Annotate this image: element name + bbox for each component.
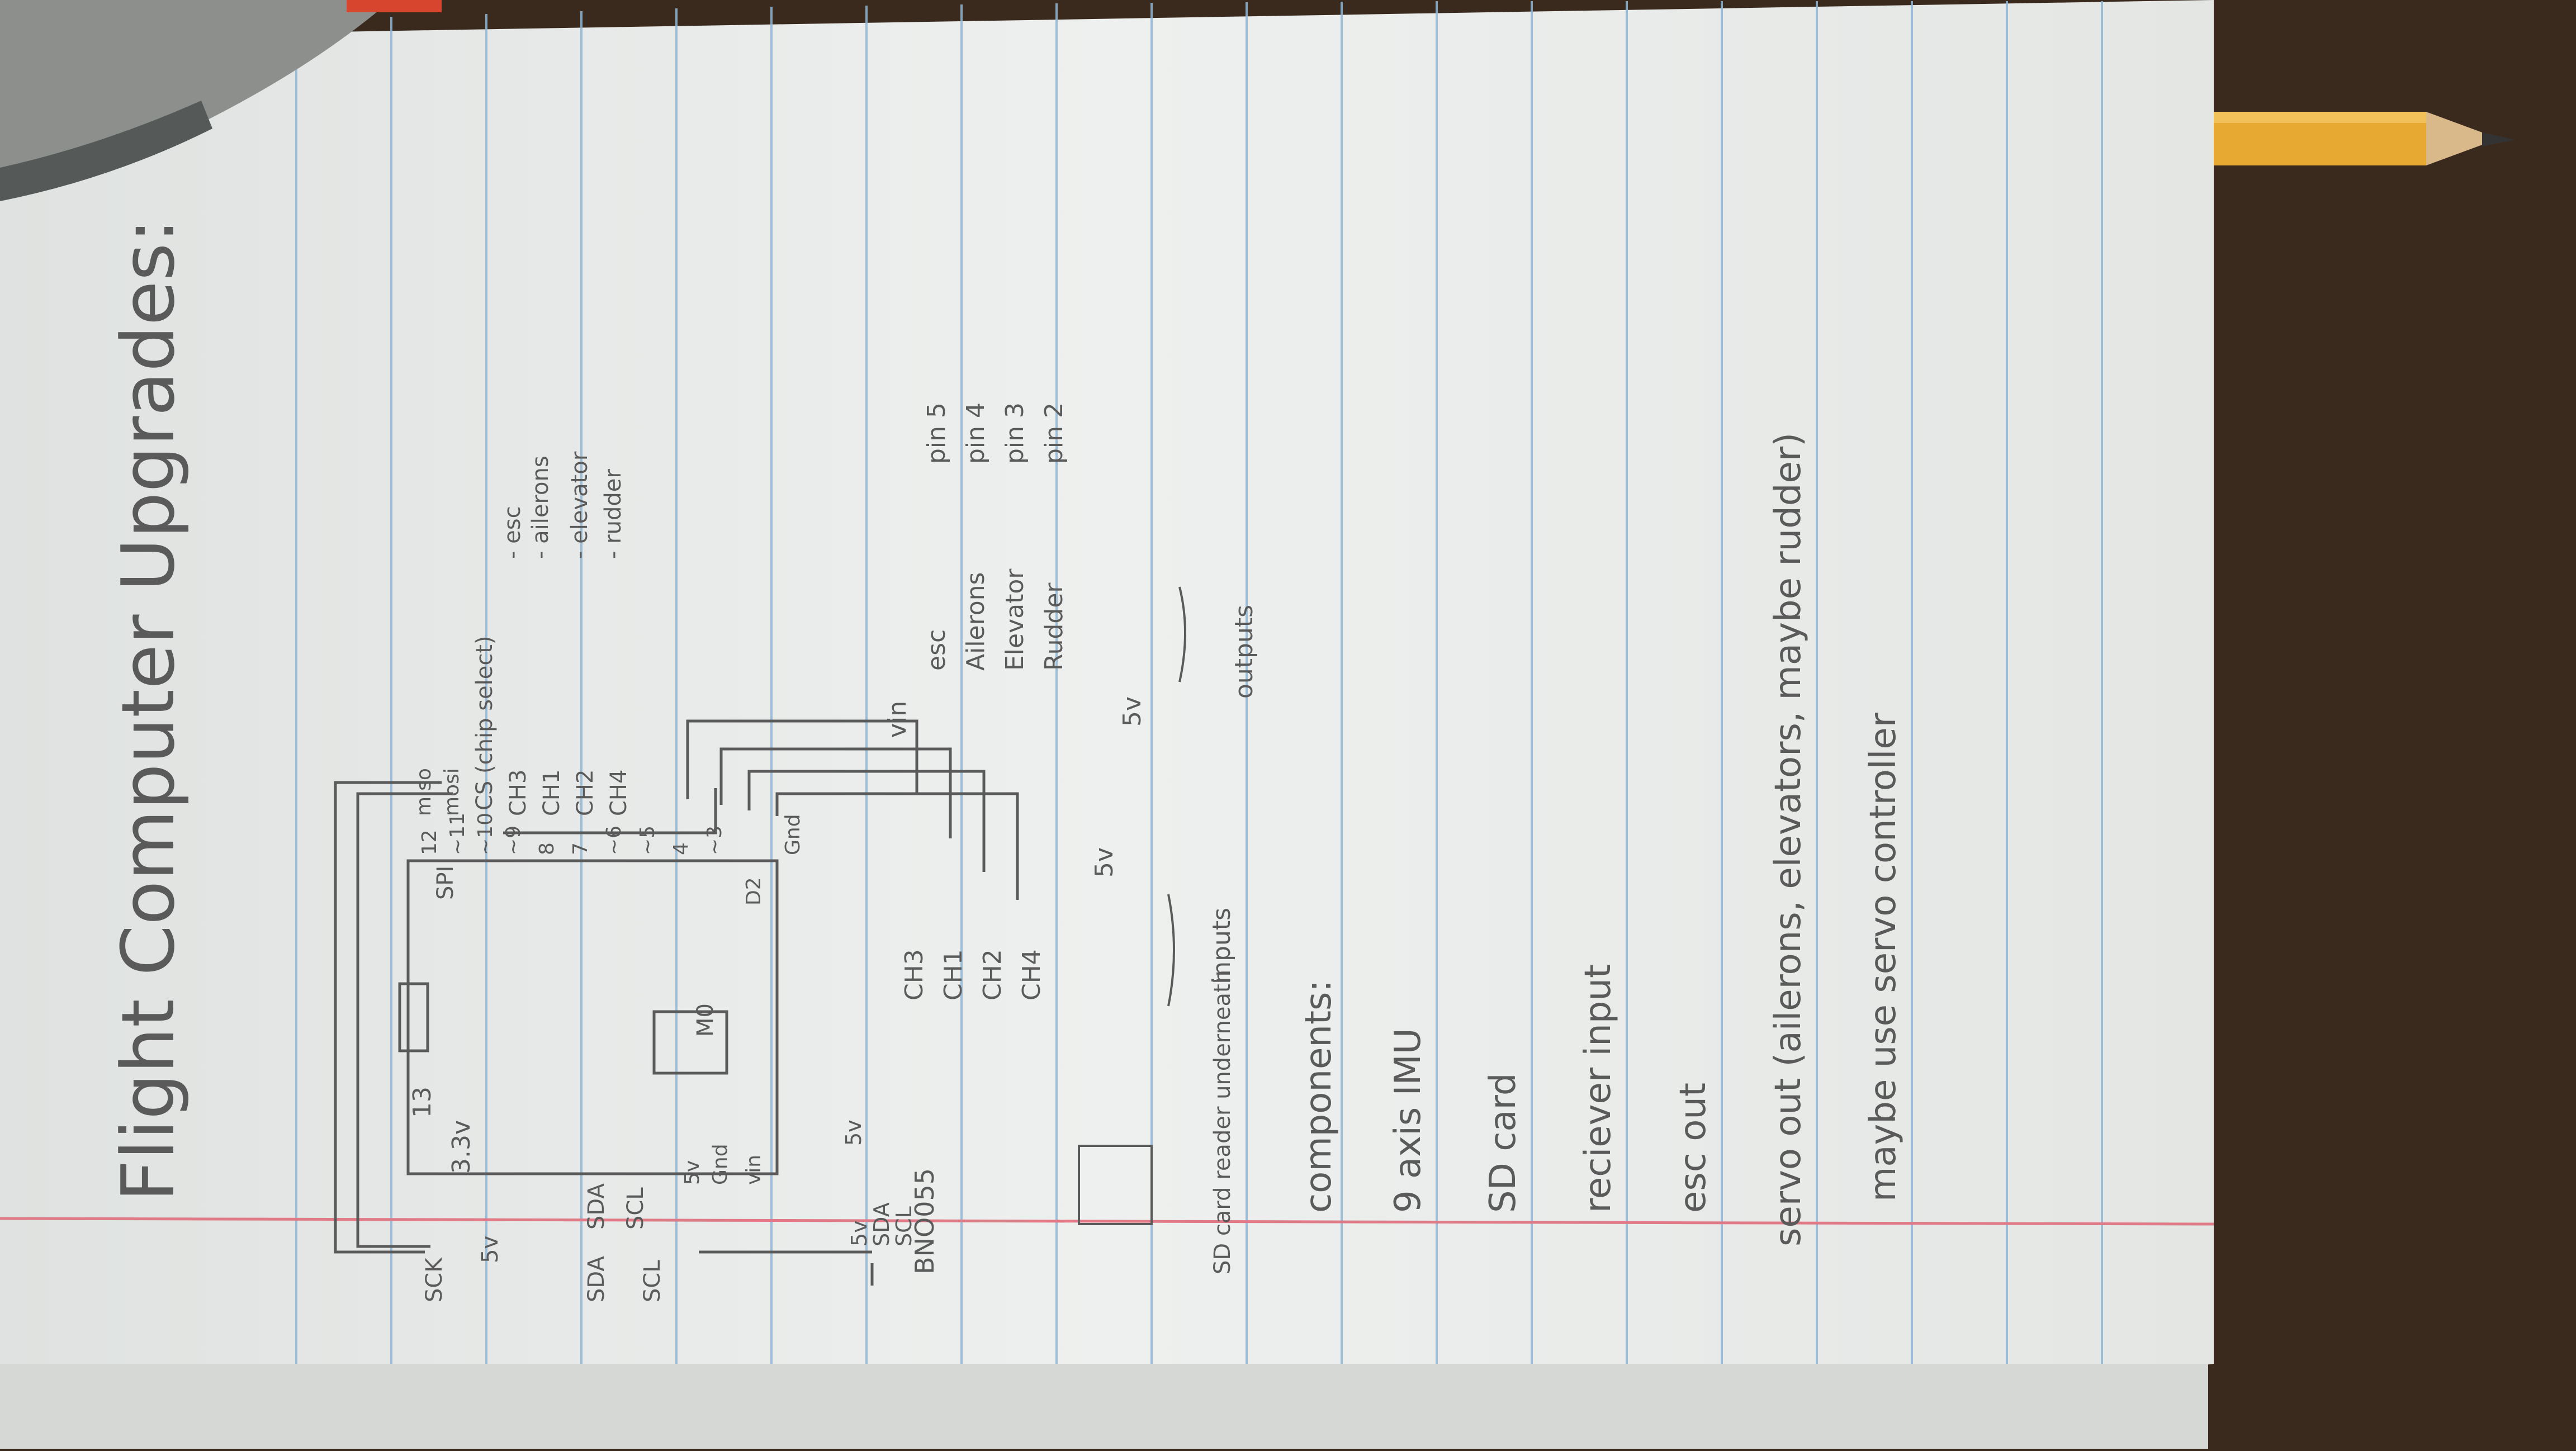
inputs-label: inputs (1208, 907, 1236, 984)
mcu-pin-8: 8 (536, 842, 558, 855)
spi-mosi: mosi (441, 768, 463, 816)
mcu-pin-gnd: Gnd (782, 814, 804, 855)
mcu-pin-d2: D2 (742, 877, 765, 905)
mcu-spi-label: SPI (433, 865, 458, 900)
component-esc: esc out (1673, 1082, 1714, 1213)
output-ailerons-pin: pin 4 (962, 402, 990, 464)
esc-label: - esc (500, 506, 525, 559)
wire-5v-label: 5v (477, 1235, 503, 1263)
mcu-chip-label: M0 (693, 1003, 718, 1037)
imu-label: BNO055 (910, 1168, 940, 1274)
cs-label: CS (chip select) (472, 636, 498, 810)
imu-power-note: 5v (841, 1120, 866, 1146)
mcu-pin-5v: 5v (681, 1160, 704, 1185)
mcu-pin-5: ~5 (636, 825, 659, 855)
wire-ch2: CH2 (572, 769, 598, 816)
mcu-pin-7: 7 (569, 842, 592, 855)
components-heading: components: (1298, 980, 1339, 1213)
mcu-pin-9: ~9 (502, 825, 525, 855)
component-sd: SD card (1483, 1073, 1524, 1213)
mcu-top-pin-13: 13 (408, 1087, 437, 1118)
outputs-power: 5v (1118, 696, 1147, 727)
input-ch3: CH3 (900, 949, 929, 1000)
imu-pin-5v: 5v (847, 1220, 872, 1246)
rudder-label: - rudder (600, 469, 626, 559)
output-rudder-pin: pin 2 (1040, 402, 1068, 464)
mcu-pin-10: ~10 (474, 813, 497, 855)
mcu-pin-12: 12 (418, 829, 441, 855)
output-elevator: Elevator (1001, 568, 1029, 671)
outputs-power-in: vin (883, 700, 912, 738)
input-ch4: CH4 (1017, 949, 1046, 1000)
input-ch2: CH2 (978, 949, 1007, 1000)
sda-label-2: SDA (584, 1183, 609, 1230)
elevator-label: - elevator (567, 451, 593, 559)
sd-card-note: SD card reader underneath (1210, 969, 1235, 1274)
wire-ch4: CH4 (606, 769, 632, 816)
output-ailerons: Ailerons (962, 572, 990, 671)
output-elevator-pin: pin 3 (1001, 402, 1029, 464)
output-esc: esc (922, 629, 951, 671)
imu-pin-scl: SCL (892, 1206, 916, 1246)
page-edge (0, 1364, 2208, 1449)
imu-pin-sda: SDA (869, 1202, 894, 1246)
scl-label: SCL (640, 1260, 665, 1302)
mcu-pin-6: ~6 (603, 825, 626, 855)
mcu-top-pin-3v3: 3.3v (447, 1120, 476, 1174)
ailerons-label: - ailerons (528, 456, 553, 559)
outputs-label: outputs (1230, 604, 1258, 699)
input-ch1: CH1 (939, 949, 968, 1000)
page-title: Flight Computer Upgrades: (106, 218, 191, 1202)
output-rudder: Rudder (1040, 582, 1068, 671)
mcu-pin-3: ~3 (703, 825, 726, 855)
sda-label: SDA (584, 1256, 609, 1302)
component-servo: servo out (ailerons, elevators, maybe rudder) (1768, 432, 1809, 1246)
sck-label: SCK (422, 1258, 447, 1302)
output-esc-pin: pin 5 (922, 402, 951, 464)
mcu-pin-4: 4 (670, 842, 693, 855)
mcu-pin-gnd-left: Gnd (709, 1144, 732, 1185)
red-marker (347, 0, 442, 12)
wire-ch3: CH3 (505, 769, 531, 816)
components-note: maybe use servo controller (1863, 712, 1904, 1202)
mcu-pin-vin: vin (742, 1154, 765, 1185)
input-power: 5v (1090, 847, 1119, 878)
component-imu: 9 axis IMU (1388, 1028, 1429, 1213)
component-receiver: reciever input (1578, 964, 1619, 1213)
spi-miso: miso (413, 768, 435, 816)
wire-ch1: CH1 (539, 769, 565, 816)
mcu-pin-11: ~11 (446, 813, 469, 855)
scl-label-2: SCL (623, 1187, 648, 1230)
